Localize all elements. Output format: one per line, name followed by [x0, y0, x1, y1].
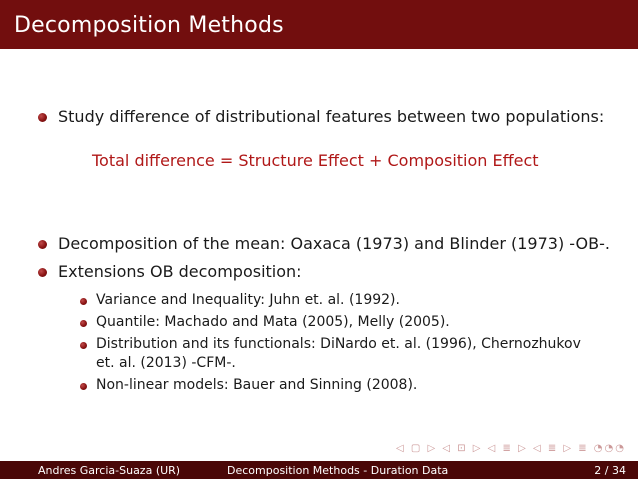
footer-author: Andres Garcia-Suaza (UR): [38, 464, 181, 477]
bullet-marker: [38, 268, 47, 277]
subbullet-marker: [80, 320, 87, 327]
decomposition-equation: Total difference = Structure Effect + Composition Effect: [92, 151, 539, 170]
subbullet-distribution-continued: et. al. (2013) -CFM-.: [96, 355, 236, 371]
subbullet-distribution: Distribution and its functionals: DiNardo et. al. (1996), Chernozhukov: [96, 336, 581, 352]
subbullet-marker: [80, 298, 87, 305]
navigation-symbols[interactable]: ◁ ▢ ▷ ◁ ⊡ ▷ ◁ ≣ ▷ ◁ ≣ ▷ ≣ ◔◔◔: [396, 443, 626, 454]
bullet-marker: [38, 113, 47, 122]
slide-title: Decomposition Methods: [14, 13, 284, 38]
subbullet-nonlinear: Non-linear models: Bauer and Sinning (2008).: [96, 377, 418, 393]
footer-bar: [0, 461, 638, 479]
subbullet-quantile: Quantile: Machado and Mata (2005), Melly (2005).: [96, 314, 450, 330]
bullet-extensions: Extensions OB decomposition:: [58, 262, 302, 281]
bullet-marker: [38, 240, 47, 249]
footer-page-number: 2 / 34: [594, 464, 626, 477]
subbullet-variance: Variance and Inequality: Juhn et. al. (1992).: [96, 292, 400, 308]
bullet-study-difference: Study difference of distributional features between two populations:: [58, 107, 605, 126]
footer-talk-title: Decomposition Methods - Duration Data: [227, 464, 449, 477]
title-bar: [0, 0, 638, 49]
subbullet-marker: [80, 383, 87, 390]
bullet-mean-decomposition: Decomposition of the mean: Oaxaca (1973) and Blinder (1973) -OB-.: [58, 234, 610, 253]
subbullet-marker: [80, 342, 87, 349]
